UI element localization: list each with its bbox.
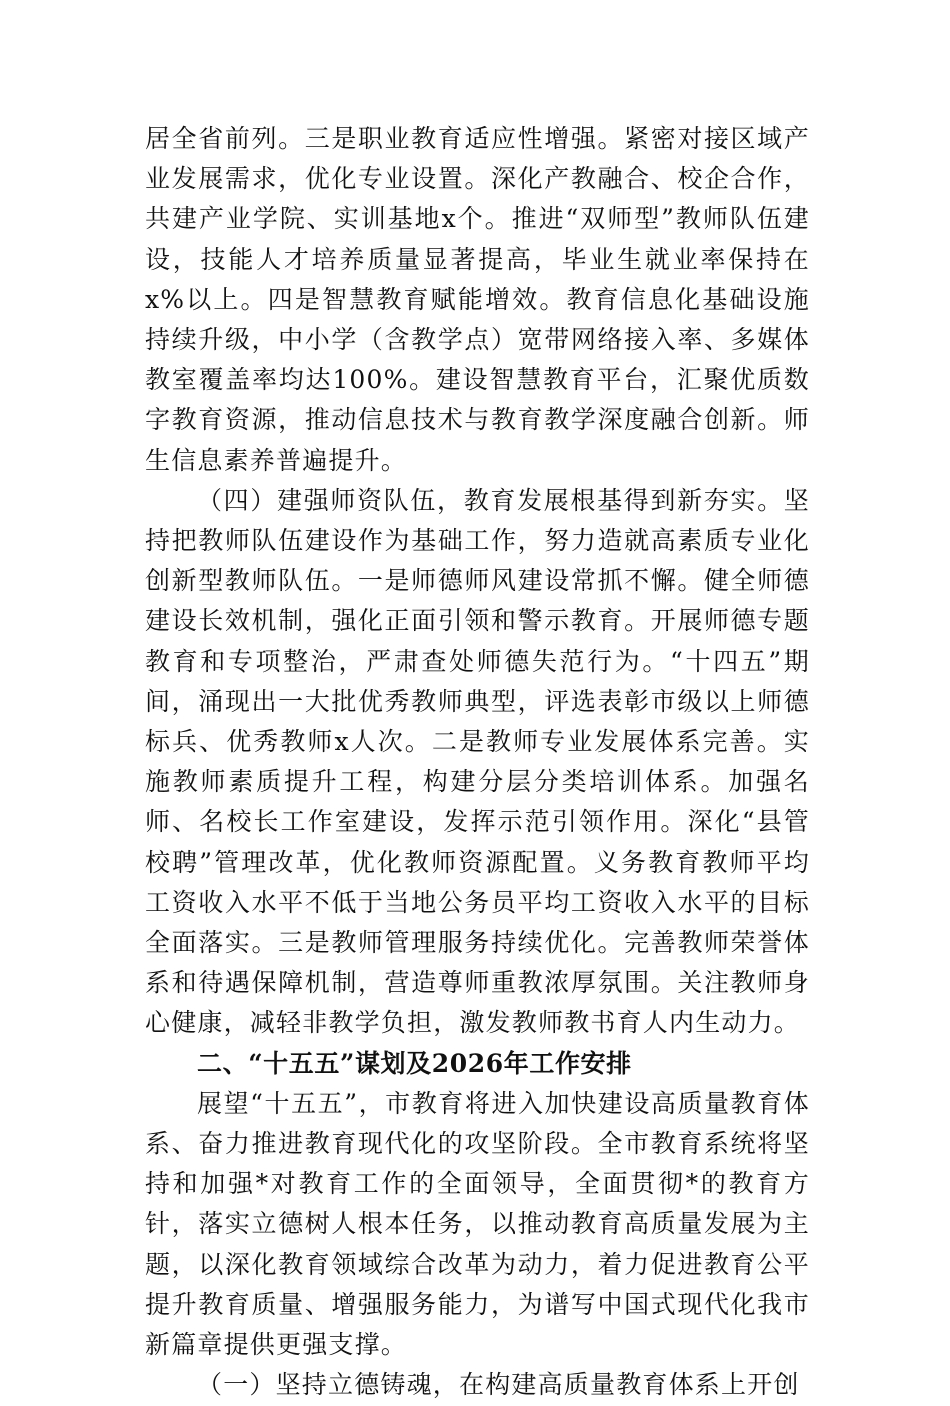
- paragraph-first-task: （一）坚持立德铸魂，在构建高质量教育体系上开创: [197, 1370, 800, 1400]
- paragraph-outlook: 展望“十五五”，市教育将进入加快建设高质量教育体系、奋力推进教育现代化的攻坚阶段。全市教育系统将坚持和加强*对教育工作的全面领导，全面贯彻*的教育方针，落实立德树人根本任务，以推动教育高质量发展为主题，以深化教育领域综合改革为动力，着力促进教育公平提升教育质量、增强服务能力，为谱写中国式现代化我市新篇章提供更强支撑。: [145, 1088, 810, 1360]
- section-heading: 二、“十五五”谋划及2026年工作安排: [197, 1048, 632, 1078]
- document-body: [145, 119, 810, 1406]
- paragraph-vocational-smart-education: 居全省前列。三是职业教育适应性增强。紧密对接区域产业发展需求，优化专业设置。深化产教融合、校企合作，共建产业学院、实训基地x个。推进“双师型”教师队伍建设，技能人才培养质量显著提高，毕业生就业率保持在x%以上。四是智慧教育赋能增效。教育信息化基础设施持续升级，中小学（含教学点）宽带网络接入率、多媒体教室覆盖率均达100%。建设智慧教育平台，汇聚优质数字教育资源，推动信息技术与教育教学深度融合创新。师生信息素养普遍提升。: [145, 124, 810, 475]
- paragraph-teacher-team: （四）建强师资队伍，教育发展根基得到新夯实。坚持把教师队伍建设作为基础工作，努力造就高素质专业化创新型教师队伍。一是师德师风建设常抓不懈。健全师德建设长效机制，强化正面引领和警示教育。开展师德专题教育和专项整治，严肃查处师德失范行为。“十四五”期间，涌现出一大批优秀教师典型，评选表彰市级以上师德标兵、优秀教师x人次。二是教师专业发展体系完善。实施教师素质提升工程，构建分层分类培训体系。加强名师、名校长工作室建设，发挥示范引领作用。深化“县管校聘”管理改革，优化教师资源配置。义务教育教师平均工资收入水平不低于当地公务员平均工资收入水平的目标全面落实。三是教师管理服务持续优化。完善教师荣誉体系和待遇保障机制，营造尊师重教浓厚氛围。关注教师身心健康，减轻非教学负担，激发教师教书育人内生动力。: [145, 485, 810, 1038]
